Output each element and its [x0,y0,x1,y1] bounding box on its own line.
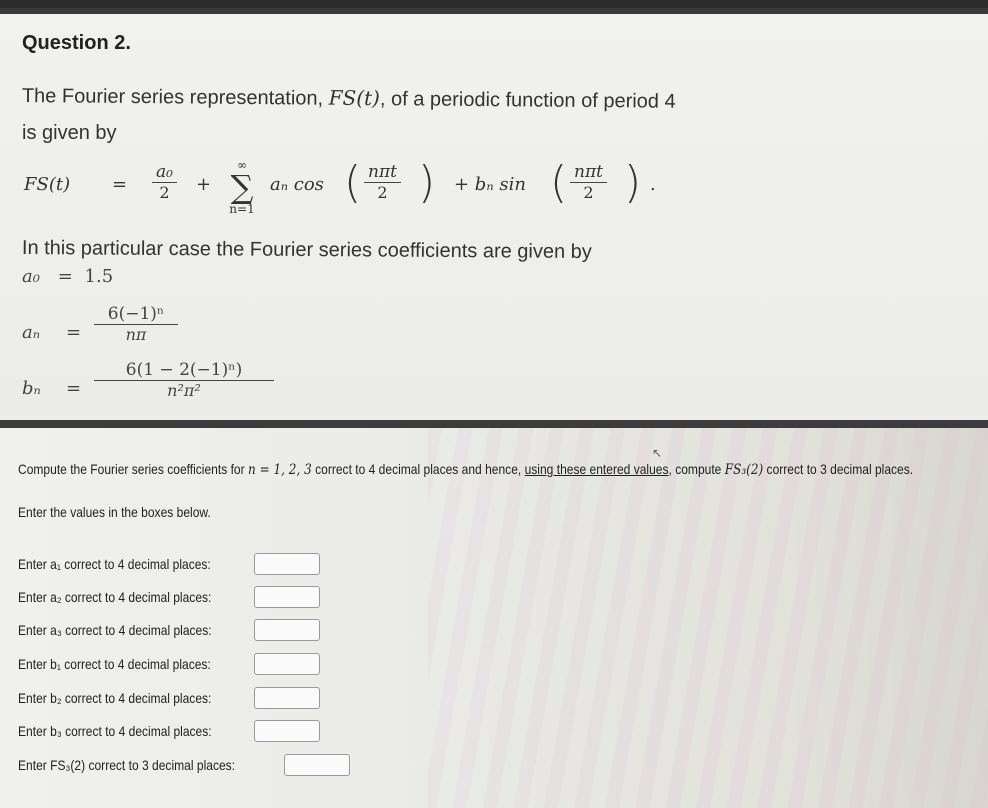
cos-arg-den: 2 [377,183,388,202]
compute-text-d: correct to 3 decimal places. [763,461,914,477]
formula-lhs: FS(t) [24,174,71,195]
paren-open-1: ( [344,157,362,208]
sin-arg-num: nπt [570,162,607,183]
moire-overlay [428,428,988,808]
an-cos: aₙ cos [270,174,324,195]
an-definition [22,304,242,354]
question-intro-line2: is given by [22,122,117,144]
input-a1[interactable] [254,553,320,575]
compute-text-c: , compute [668,461,725,477]
input-a2[interactable] [254,586,320,608]
particular-case-text: In this particular case the Fourier series coefficients are given by [21,237,592,263]
label-b2: Enter b₂ correct to 4 decimal places: [18,690,212,706]
a0-den: 2 [159,183,170,202]
cos-arg-num: nπt [364,162,401,183]
mouse-cursor-icon: ↖ [652,446,663,460]
formula-eq: = [112,174,128,195]
sin-arg-den: 2 [583,183,594,202]
paren-open-2: ( [550,157,568,208]
sum-symbol: ∑ [230,168,254,206]
summation [220,158,264,216]
paren-close-1: ) [418,157,436,208]
a0-over-2 [152,162,177,202]
entered-values-link[interactable]: using these entered values [524,461,669,477]
input-a3[interactable] [254,619,320,641]
bn-lhs: bₙ [22,378,41,399]
label-a1: Enter a₁ correct to 4 decimal places: [18,556,211,572]
answer-panel [0,428,988,808]
an-eq: = [66,322,82,343]
compute-text-a: Compute the Fourier series coefficients for [18,461,248,477]
an-lhs: aₙ [22,322,41,343]
a0-eq: = [57,266,73,287]
bn-eq: = [66,378,82,399]
bn-den: n²π² [167,381,201,400]
a0-value: 1.5 [84,266,114,287]
screenshot-divider [0,420,988,428]
intro-text-a: The Fourier series representation, [21,84,329,110]
plus-sign: + [196,174,212,195]
bn-num: 6(1 − 2(−1)ⁿ) [94,360,274,381]
question-intro [22,83,676,114]
fourier-formula [24,158,704,220]
bn-definition [22,360,322,410]
compute-text-b: correct to 4 decimal places and hence, [311,461,525,477]
label-b3: Enter b₃ correct to 4 decimal places: [18,723,212,739]
an-den: nπ [125,325,147,344]
formula-period: . [650,174,656,195]
label-a3: Enter a₃ correct to 4 decimal places: [18,622,212,638]
a0-lhs: a₀ [22,266,40,287]
label-fs3: Enter FS₃(2) correct to 3 decimal places: [18,757,236,773]
top-edge [0,8,988,14]
paren-close-2: ) [624,157,642,208]
question-title: Question 2. [22,32,131,54]
input-b3[interactable] [254,720,320,742]
compute-n-values: n = 1, 2, 3 [247,462,312,478]
bn-sin: + bₙ sin [454,174,526,195]
sum-bottom: n=1 [229,202,255,216]
compute-fs3: FS₃(2) [724,462,764,478]
input-fs3[interactable] [284,754,350,776]
intro-text-b: , of a periodic function of period 4 [379,88,676,113]
compute-instruction [18,461,913,478]
a0-definition [22,266,113,287]
label-a2: Enter a₂ correct to 4 decimal places: [18,589,212,605]
a0-num: a₀ [152,162,177,183]
input-b2[interactable] [254,687,320,709]
label-b1: Enter b₁ correct to 4 decimal places: [18,656,211,672]
an-num: 6(−1)ⁿ [94,304,178,325]
sum-top: ∞ [237,158,247,172]
sin-argument [570,162,607,202]
intro-fs: FS(t) [328,85,381,111]
input-b1[interactable] [254,653,320,675]
enter-values-text: Enter the values in the boxes below. [18,504,211,520]
cos-argument [364,162,401,202]
an-fraction [94,304,178,344]
bn-fraction [94,360,274,400]
question-panel [0,8,988,420]
